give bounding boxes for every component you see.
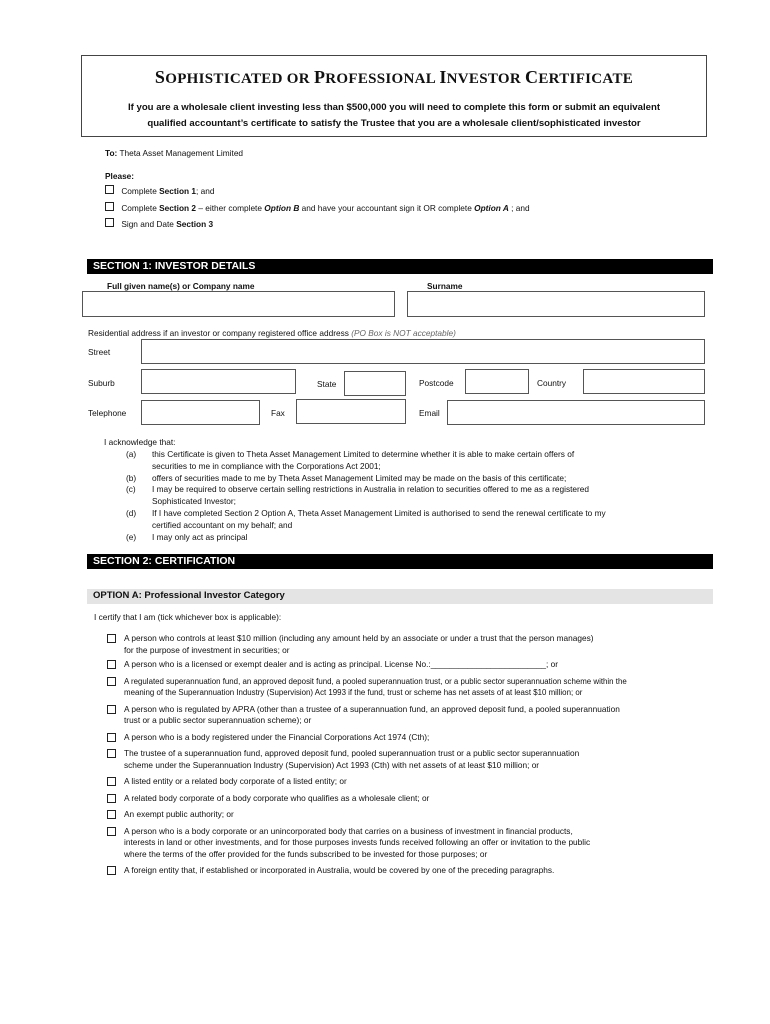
- surname-field[interactable]: [407, 291, 705, 317]
- option-a-heading: OPTION A: Professional Investor Category: [87, 589, 713, 604]
- street-label: Street: [88, 347, 111, 357]
- instruction-step-1: Complete Section 1; and: [105, 185, 215, 198]
- category-item: A listed entity or a related body corporate of a listed entity; or: [107, 776, 707, 788]
- category-item: A person who controls at least $10 million (including any amount held by an associate or under a trust that the person manages) for the purpose of investment in securities; or: [107, 633, 707, 656]
- step-1-checkbox[interactable]: [105, 185, 114, 194]
- subtitle-line: qualified accountant’s certificate to satisfy the Trustee that you are a wholesale client/sophisticated investor: [147, 118, 641, 129]
- category-item: A person who is a body corporate or an unincorporated body that carries on a business of investment in financial products, interests in land or other investments, and for those purposes invests funds received following an offer or invitation to the public where the terms of the offer provided for the funds subscribed to be invested for those purposes; or: [107, 826, 707, 861]
- postcode-label: Postcode: [419, 378, 454, 388]
- please-label: Please:: [105, 171, 135, 181]
- telephone-field[interactable]: [141, 400, 260, 425]
- category-checkbox[interactable]: [107, 660, 116, 669]
- category-item: A related body corporate of a body corporate who qualifies as a wholesale client; or: [107, 793, 707, 805]
- acknowledge-intro: I acknowledge that:: [104, 437, 176, 447]
- full-name-label: Full given name(s) or Company name: [107, 281, 255, 291]
- ack-item: (b) offers of securities made to me by Theta Asset Management Limited may be made on the basis of this certificate;: [126, 472, 567, 483]
- ack-item: (e) I may only act as principal: [126, 531, 248, 542]
- state-label: State: [317, 379, 337, 389]
- street-field[interactable]: [141, 339, 705, 364]
- document-subtitle: [100, 100, 688, 132]
- category-item: A foreign entity that, if established or incorporated in Australia, would be covered by one of the preceding paragraphs.: [107, 865, 707, 877]
- country-field[interactable]: [583, 369, 705, 394]
- step-3-checkbox[interactable]: [105, 218, 114, 227]
- subtitle-line: If you are a wholesale client investing less than $500,000 you will need to complete this form or submit an equivalent: [127, 102, 661, 113]
- section-1-heading: SECTION 1: INVESTOR DETAILS: [87, 259, 713, 274]
- addressee: To: Theta Asset Management Limited: [105, 148, 244, 158]
- country-label: Country: [537, 378, 567, 388]
- section-2-heading: SECTION 2: CERTIFICATION: [87, 554, 713, 569]
- category-item: A person who is a body registered under the Financial Corporations Act 1974 (Cth);: [107, 732, 707, 744]
- ack-item: (d) If I have completed Section 2 Option A, Theta Asset Management Limited is authorised to send the renewal certificate to my certified accountant on my behalf; and: [126, 507, 606, 530]
- category-checkbox[interactable]: [107, 794, 116, 803]
- step-2-checkbox[interactable]: [105, 202, 114, 211]
- category-item: A regulated superannuation fund, an approved deposit fund, a pooled superannuation trust, or a public sector superannuation scheme within the meaning of the Superannuation Industry (Supervision) Act 1993 if the fund, trust or scheme has net assets of at least $10 million; or: [107, 676, 707, 699]
- category-checkbox[interactable]: [107, 705, 116, 714]
- category-item: The trustee of a superannuation fund, approved deposit fund, pooled superannuation trust or a public sector superannuation scheme under the Superannuation Industry (Supervision) Act 1993 (Cth) with net assets of at least $10 million; or: [107, 748, 707, 771]
- address-label: Residential address if an investor or company registered office address (PO Box is NOT acceptable): [88, 328, 456, 338]
- category-checkbox[interactable]: [107, 733, 116, 742]
- instruction-step-2: Complete Section 2 – either complete Option B and have your accountant sign it OR complete Option A ; and: [105, 202, 530, 215]
- instruction-step-3: Sign and Date Section 3: [105, 218, 213, 231]
- email-label: Email: [419, 408, 440, 418]
- category-checkbox[interactable]: [107, 677, 116, 686]
- full-name-field[interactable]: [82, 291, 395, 317]
- document-title: SOPHISTICATED OR PROFESSIONAL INVESTOR CERTIFICATE: [154, 67, 634, 87]
- category-checkbox[interactable]: [107, 634, 116, 643]
- email-field[interactable]: [447, 400, 705, 425]
- category-item: A person who is a licensed or exempt dealer and is acting as principal. License No.:_________________________; or: [107, 659, 707, 671]
- investor-category-list: [107, 633, 707, 882]
- category-checkbox[interactable]: [107, 866, 116, 875]
- fax-label: Fax: [271, 408, 285, 418]
- suburb-field[interactable]: [141, 369, 296, 394]
- acknowledgement-list: [126, 449, 706, 543]
- surname-label: Surname: [427, 281, 463, 291]
- category-checkbox[interactable]: [107, 777, 116, 786]
- ack-item: (c) I may be required to observe certain selling restrictions in Australia in relation to securities offered to me as a registered Sophisticated Investor;: [126, 484, 590, 507]
- certify-instruction: I certify that I am (tick whichever box is applicable):: [94, 612, 282, 622]
- category-checkbox[interactable]: [107, 810, 116, 819]
- ack-item: (a) this Certificate is given to Theta Asset Management Limited to determine whether it is able to make certain offers of securities to me in compliance with the Corporations Act 2001;: [126, 449, 575, 471]
- fax-field[interactable]: [296, 399, 406, 424]
- telephone-label: Telephone: [88, 408, 127, 418]
- postcode-field[interactable]: [465, 369, 529, 394]
- suburb-label: Suburb: [88, 378, 115, 388]
- category-checkbox[interactable]: [107, 827, 116, 836]
- category-item: An exempt public authority; or: [107, 809, 707, 821]
- category-item: A person who is regulated by APRA (other than a trustee of a superannuation fund, an approved deposit fund, a pooled superannuation trust or a public sector superannuation scheme); or: [107, 704, 707, 727]
- state-field[interactable]: [344, 371, 406, 396]
- category-checkbox[interactable]: [107, 749, 116, 758]
